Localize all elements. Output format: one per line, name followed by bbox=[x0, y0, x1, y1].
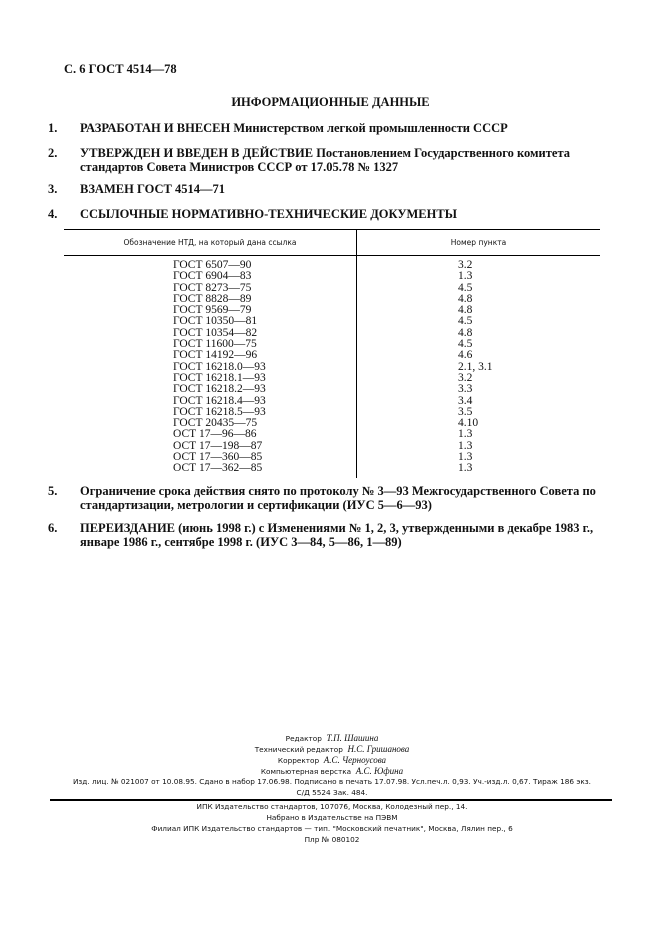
document-cell: ГОСТ 10350—81 bbox=[64, 316, 357, 327]
item-5: 5. Ограничение срока действия снято по протоколу № 3—93 Межгосударственного Совета по стандартизации, метрологии и сертификации (ИУС 5—6—93) bbox=[48, 484, 596, 512]
document-cell: ГОСТ 16218.5—93 bbox=[64, 407, 357, 418]
clause-cell: 4.8 bbox=[458, 292, 473, 305]
column-header-clause: Номер пункта bbox=[357, 230, 601, 256]
reference-table bbox=[64, 229, 600, 478]
document-cell: ОСТ 17—198—87 bbox=[64, 441, 357, 452]
table-row bbox=[64, 256, 600, 272]
table-row bbox=[64, 373, 600, 384]
table-row bbox=[64, 452, 600, 463]
clause-cell: 4.8 bbox=[458, 304, 473, 317]
credit-corrector: Корректор А.С. Черноусова bbox=[277, 755, 387, 765]
clause-cell: 1.3 bbox=[458, 270, 473, 283]
document-cell: ГОСТ 6904—83 bbox=[64, 271, 357, 282]
table-row bbox=[64, 463, 600, 477]
item-4: 4. ССЫЛОЧНЫЕ НОРМАТИВНО-ТЕХНИЧЕСКИЕ ДОКУМЕНТЫ bbox=[48, 207, 457, 221]
table-row bbox=[64, 396, 600, 407]
clause-cell: 3.3 bbox=[458, 383, 473, 396]
clause-cell: 1.3 bbox=[458, 439, 473, 452]
table-row bbox=[64, 350, 600, 361]
column-header-document: Обозначение НТД, на который дана ссылка bbox=[64, 230, 357, 256]
document-cell: ГОСТ 9569—79 bbox=[64, 305, 357, 316]
table-row bbox=[64, 328, 600, 339]
table-row bbox=[64, 316, 600, 327]
document-cell: ГОСТ 20435—75 bbox=[64, 418, 357, 429]
item-1: 1. РАЗРАБОТАН И ВНЕСЕН Министерством легкой промышленности СССР bbox=[48, 121, 508, 135]
publisher-info: ИПК Издательство стандартов, 107076, Москва, Колодезный пер., 14. Набрано в Издательстве на ПЭВМ Филиал ИПК Издательство стандартов — тип. "Московский печатник", Москва, Лялин пер., 6 Плр № 080102 bbox=[151, 802, 513, 844]
document-cell: ОСТ 17—360—85 bbox=[64, 452, 357, 463]
credit-layout: Компьютерная верстка А.С. Юфина bbox=[260, 766, 404, 776]
clause-cell: 4.10 bbox=[458, 417, 479, 430]
item-2: 2. УТВЕРЖДЕН И ВВЕДЕН В ДЕЙСТВИЕ Постановлением Государственного комитета стандартов Совета Министров СССР от 17.05.78 № 1327 bbox=[48, 146, 570, 174]
section-title: ИНФОРМАЦИОННЫЕ ДАННЫЕ bbox=[231, 95, 430, 109]
clause-cell: 1.3 bbox=[458, 428, 473, 441]
clause-cell: 3.5 bbox=[458, 405, 473, 418]
clause-cell: 3.4 bbox=[458, 394, 473, 407]
clause-cell: 3.2 bbox=[458, 259, 473, 271]
clause-cell: 1.3 bbox=[458, 462, 473, 475]
table-row bbox=[64, 429, 600, 440]
item-6: 6. ПЕРЕИЗДАНИЕ (июнь 1998 г.) с Изменениями № 1, 2, 3, утвержденными в декабре 1983 г., январе 1986 г., сентябре 1998 г. (ИУС 3—84, 5—86, 1—89) bbox=[48, 521, 594, 549]
clause-cell: 4.5 bbox=[458, 315, 473, 328]
clause-cell: 4.5 bbox=[458, 281, 473, 294]
document-cell: ГОСТ 8828—89 bbox=[64, 294, 357, 305]
imprint: Изд. лиц. № 021007 от 10.08.95. Сдано в набор 17.06.98. Подписано в печать 17.07.98. Усл.печ.л. 0,93. Уч.-изд.л. 0,67. Тираж 186 экз. С/Д 5524 Зак. 484. bbox=[72, 777, 592, 797]
document-cell: ГОСТ 16218.2—93 bbox=[64, 384, 357, 395]
document-cell: ГОСТ 16218.1—93 bbox=[64, 373, 357, 384]
document-cell: ГОСТ 8273—75 bbox=[64, 283, 357, 294]
page-header: С. 6 ГОСТ 4514—78 bbox=[64, 62, 177, 76]
table-row bbox=[64, 339, 600, 350]
document-cell: ГОСТ 11600—75 bbox=[64, 339, 357, 350]
table-row bbox=[64, 305, 600, 316]
clause-cell: 4.6 bbox=[458, 349, 473, 362]
clause-cell: 1.3 bbox=[458, 451, 473, 464]
document-cell: ОСТ 17—96—86 bbox=[64, 429, 357, 440]
table-row bbox=[64, 384, 600, 395]
table-row bbox=[64, 441, 600, 452]
credit-tech-editor: Технический редактор Н.С. Гришанова bbox=[254, 744, 410, 754]
document-cell: ГОСТ 14192—96 bbox=[64, 350, 357, 361]
clause-cell: 3.2 bbox=[458, 371, 473, 384]
credits bbox=[64, 733, 600, 777]
document-cell: ГОСТ 6507—90 bbox=[64, 256, 357, 272]
table-row bbox=[64, 271, 600, 282]
table-row bbox=[64, 294, 600, 305]
table-row bbox=[64, 362, 600, 373]
clause-cell: 4.8 bbox=[458, 326, 473, 339]
document-cell: ГОСТ 16218.0—93 bbox=[64, 362, 357, 373]
table-row bbox=[64, 283, 600, 294]
document-cell: ГОСТ 10354—82 bbox=[64, 328, 357, 339]
table-row bbox=[64, 407, 600, 418]
credit-editor: Редактор Т.П. Шашина bbox=[285, 733, 379, 743]
document-cell: ОСТ 17—362—85 bbox=[64, 463, 357, 477]
table-row bbox=[64, 418, 600, 429]
item-3: 3. ВЗАМЕН ГОСТ 4514—71 bbox=[48, 182, 225, 196]
clause-cell: 4.5 bbox=[458, 338, 473, 351]
clause-cell: 2.1, 3.1 bbox=[458, 360, 493, 373]
document-cell: ГОСТ 16218.4—93 bbox=[64, 396, 357, 407]
